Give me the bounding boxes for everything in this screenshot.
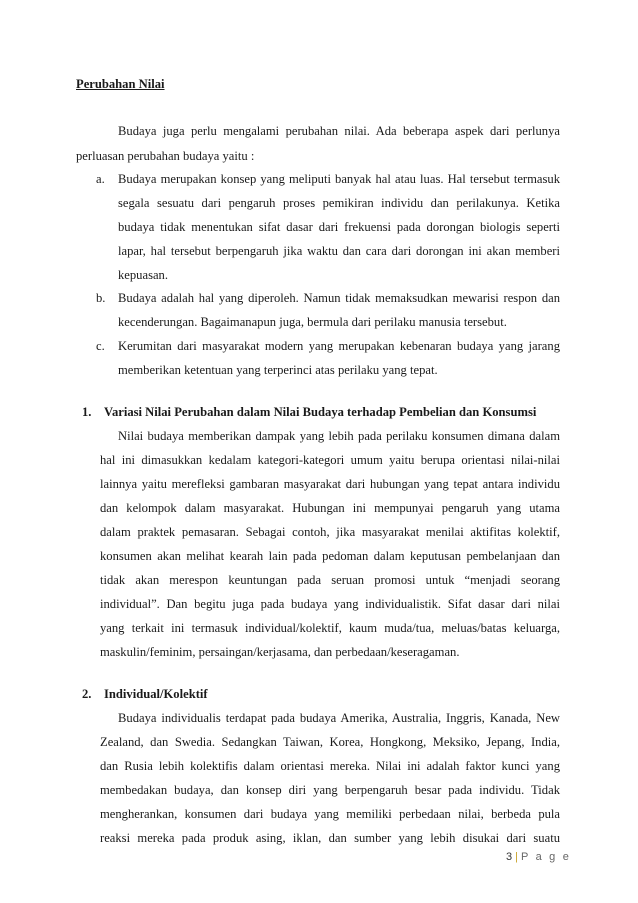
section-1-line-4: dan kelompok dalam masyarakat. Hubungan ini mempunyai pengaruh yang utama [100,501,560,515]
page-footer [506,851,571,863]
list-item-c-line-1: Kerumitan dari masyarakat modern yang merupakan kebenaran budaya yang jarang [118,339,560,353]
section-1-line-1: Nilai budaya memberikan dampak yang lebih pada perilaku konsumen dimana dalam [118,429,560,443]
list-item-a-line-4: lapar, hal tersebut berpengaruh jika waktu dan cara dari dorongan ini akan memberi [118,244,560,258]
list-item-a-line-1: Budaya merupakan konsep yang meliputi banyak hal atau luas. Hal tersebut termasuk [118,172,560,186]
section-1-line-7: tidak akan merespon keuntungan pada seruan promosi untuk “menjadi seorang [100,573,560,587]
section-1-line-5: dalam praktek pemasaran. Sebagai contoh, jika masyarakat menilai aktifitas kolektif, [100,525,560,539]
section-1-number: 1. [82,405,92,419]
section-1-line-3: lainnya yaitu merefleksi gambaran masyarakat dari hubungan yang tepat antara individu [100,477,560,491]
section-1-line-10: maskulin/feminim, persaingan/kerjasama, dan perbedaan/keseragaman. [100,645,460,659]
footer-page-label: P a g e [520,851,572,863]
section-2-line-5: mengherankan, konsumen dari budaya yang memiliki perbedaan nilai, berbeda pula [100,807,560,821]
list-marker-b: b. [96,291,106,305]
section-2-line-6: reaksi mereka pada produk asing, iklan, dan sumber yang lebih disukai dari suatu [100,831,560,845]
list-item-c-line-2: memberikan ketentuan yang terperinci atas perilaku yang tepat. [118,363,438,377]
list-marker-c: c. [96,339,105,353]
section-1-heading: Variasi Nilai Perubahan dalam Nilai Budaya terhadap Pembelian dan Konsumsi [104,405,537,419]
section-1-line-9: yang terkait ini termasuk individual/kolektif, kaum muda/tua, meluas/batas keluarga, [100,621,560,635]
section-2-line-1: Budaya individualis terdapat pada budaya Amerika, Australia, Inggris, Kanada, New [118,711,560,725]
section-2-number: 2. [82,687,92,701]
section-2-line-2: Zealand, dan Swedia. Sedangkan Taiwan, Korea, Hongkong, Meksiko, Jepang, India, [100,735,560,749]
section-2-line-4: membedakan budaya, dan konsep diri yang berpengaruh besar pada individu. Tidak [100,783,560,797]
list-item-b-line-2: kecenderungan. Bagaimanapun juga, bermula dari perilaku manusia tersebut. [118,315,507,329]
section-2-heading: Individual/Kolektif [104,687,208,701]
section-1-line-2: hal ini dimasukkan kedalam kategori-kategori umum yaitu berupa orientasi nilai-nilai [100,453,560,467]
list-item-b-line-1: Budaya adalah hal yang diperoleh. Namun tidak memaksudkan mewarisi respon dan [118,291,560,305]
intro-line-2: perluasan perubahan budaya yaitu : [76,149,255,163]
list-item-a-line-3: budaya tidak menentukan sifat dasar dari frekuensi pada dorongan biologis seperti [118,220,560,234]
list-item-a-line-5: kepuasan. [118,268,169,282]
list-item-a-line-2: segala sesuatu dari pengaruh proses pemikiran individu dan perilakunya. Ketika [118,196,560,210]
intro-line-1: Budaya juga perlu mengalami perubahan nilai. Ada beberapa aspek dari perlunya [118,124,560,138]
section-1-line-8: individual”. Dan begitu juga pada budaya yang individualistik. Sifat dasar dari nilai [100,597,560,611]
footer-page-number: 3 [506,851,513,863]
section-1-line-6: konsumen akan melihat kearah lain pada pedoman dalam keputusan pembelanjaan dan [100,549,560,563]
section-2-line-3: dan Rusia lebih kolektifis dalam orientasi mereka. Nilai ini adalah faktor kunci yang [100,759,560,773]
list-marker-a: a. [96,172,105,186]
page-title: Perubahan Nilai [76,77,165,91]
footer-separator: | [515,851,518,863]
